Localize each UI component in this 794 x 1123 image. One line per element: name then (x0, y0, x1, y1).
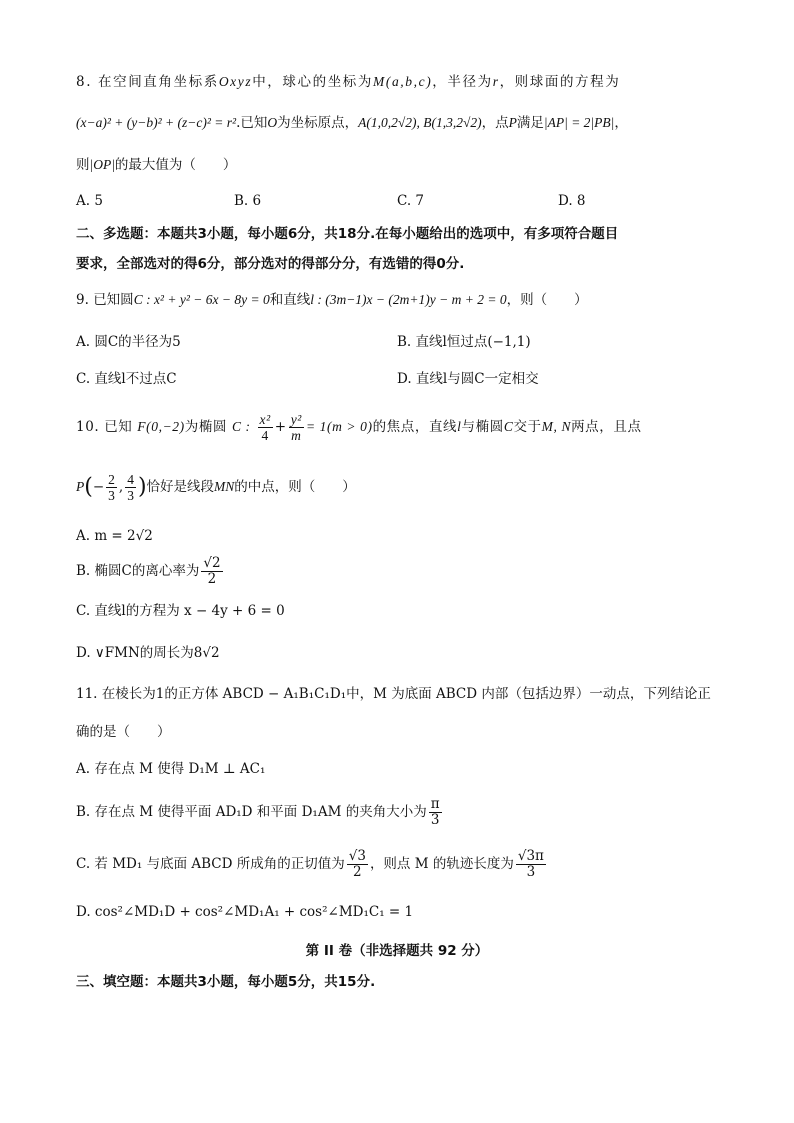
q9-stem (76, 290, 588, 310)
q11-option-c-den1: 2 (353, 864, 362, 880)
q8-text: ，点 (481, 115, 509, 131)
q11-option-d: D. cos²∠MD₁D + cos²∠MD₁A₁ + cos²∠MD₁C₁ = 1 (76, 904, 414, 920)
q11-option-b (76, 797, 444, 828)
q8-text: 在空间直角坐标系 (98, 74, 219, 90)
q10-option-b-text: B. 椭圆C的离心率为 (76, 563, 200, 579)
q8-text: 的最大值为（ ） (114, 157, 237, 173)
q10-frac-y-den: m (291, 428, 302, 443)
part2-heading: 第 II 卷（非选择题共 92 分） (305, 943, 489, 959)
q9-text: 已知圆 (93, 292, 134, 308)
q9-line-equation: l : (3m−1)x − (2m+1)y − m + 2 = 0 (310, 292, 507, 307)
q10-frac-py-den: 3 (127, 488, 134, 503)
section2-heading-line2: 要求，全部选对的得6分，部分选对的得部分分，有选错的得0分. (76, 256, 465, 272)
q11-stem-line1 (76, 684, 711, 704)
q10-option-a: A. m = 2√2 (76, 528, 153, 544)
q11-option-b-num: π (430, 796, 440, 812)
q8-option-c: C. 7 (397, 193, 425, 209)
q8-center: M(a,b,c) (373, 74, 433, 89)
q10-option-b (76, 556, 225, 587)
q10-frac-y (289, 412, 304, 443)
q11-option-c (76, 849, 548, 880)
q11-option-c-frac2 (516, 849, 546, 880)
q10-focus: F(0,−2) (137, 419, 185, 434)
q9-text: ，则（ ） (506, 292, 588, 308)
q8-line1 (76, 72, 620, 92)
q10-frac-px (106, 472, 117, 503)
q8-point-p: P (508, 115, 517, 130)
q10-frac-y-num: y² (290, 412, 302, 427)
q8-origin: O (267, 115, 278, 130)
q10-paren: ) (137, 474, 147, 500)
q10-points-mn: M, N (541, 419, 572, 434)
q10-option-b-frac (201, 556, 222, 587)
q10-ellipse-tail: = 1(m > 0) (305, 419, 373, 434)
q10-frac-py (125, 472, 136, 503)
q10-text: 的焦点，直线 (372, 419, 458, 435)
q11-option-c-num2: √3π (517, 848, 544, 864)
q10-ellipse-name: C : (231, 419, 251, 434)
q8-text: ，则球面的方程为 (499, 74, 621, 90)
q8-text: 满足 (516, 115, 544, 131)
q10-segment-mn: MN (214, 479, 235, 494)
q11-option-c-den2: 3 (526, 864, 536, 880)
q10-text: 为椭圆 (184, 419, 228, 435)
q8-points: A(1,0,2√2), B(1,3,2√2) (358, 115, 482, 130)
q11-option-b-frac (429, 797, 442, 828)
q11-option-c-frac1 (347, 849, 368, 880)
q10-frac-py-num: 4 (127, 472, 134, 487)
q10-point-p: P (76, 479, 85, 494)
q9-option-b: B. 直线l恒过点(−1,1) (397, 334, 531, 350)
q11-option-a: A. 存在点 M 使得 D₁M ⊥ AC₁ (76, 761, 266, 777)
q8-op: |OP| (89, 157, 115, 172)
q8-option-a: A. 5 (76, 193, 103, 209)
q8-radius: r (492, 74, 500, 89)
q8-text: ， (614, 115, 628, 131)
q10-stem-line2: P(− $\frac{2}{3}$ , $\frac{4}{3}$ )恰好是线段MN的中点，则（ ） (76, 472, 356, 503)
q10-line-l: l (457, 419, 462, 434)
q11-option-b-text: B. 存在点 M 使得平面 AD₁D 和平面 D₁AM 的夹角大小为 (76, 804, 427, 820)
section3-heading: 三、填空题：本题共3小题，每小题5分，共15分. (76, 974, 376, 990)
q11-option-b-den: 3 (430, 812, 440, 828)
q8-sphere-equation: (x−a)² + (y−b)² + (z−c)² = r² (76, 115, 237, 130)
q10-frac-x (258, 412, 273, 443)
q11-text: 在棱长为1的正方体 ABCD − A₁B₁C₁D₁中，M 为底面 ABCD 内部（包括边界）一动点，下列结论正 (101, 686, 711, 702)
q8-text: .已知 (236, 115, 268, 131)
q9-circle-equation: C : x² + y² − 6x − 8y = 0 (133, 292, 270, 307)
q10-ellipse-c: C (503, 419, 514, 434)
q8-line2 (76, 113, 628, 133)
q8-option-d: D. 8 (558, 193, 586, 209)
q11-number: 11. (76, 686, 98, 702)
q10-frac-x-num: x² (259, 412, 271, 427)
q10-text: 与椭圆 (461, 419, 504, 435)
q10-paren: ( (84, 474, 93, 500)
q10-text: 的中点，则（ ） (234, 479, 356, 495)
q9-option-a: A. 圆C的半径为5 (76, 334, 181, 350)
q11-option-c-text: C. 若 MD₁ 与底面 ABCD 所成角的正切值为 (76, 856, 345, 872)
q10-option-d: D. ∨FMN的周长为8√2 (76, 645, 220, 661)
q8-text: 则 (76, 157, 90, 173)
q11-option-c-text2: ，则点 M 的轨迹长度为 (369, 856, 514, 872)
q8-coord-system: Oxyz (218, 74, 253, 89)
q8-condition: |AP| = 2|PB| (543, 115, 615, 130)
q10-option-c: C. 直线l的方程为 x − 4y + 6 = 0 (76, 603, 285, 619)
q10-text: 两点，且点 (571, 419, 642, 435)
q10-frac-px-num: 2 (108, 472, 115, 487)
q11-option-c-num1: √3 (348, 848, 366, 864)
q9-option-d: D. 直线l与圆C一定相交 (397, 371, 539, 387)
q10-stem-line1: 10. 已知 F(0,−2)为椭圆 C : $\frac{\text{x²}}{4}$ + $\frac{\text{y²}}{m}$ = 1(m > 0)的焦点，直线l与椭圆C交于M, N两点，且点 (76, 412, 642, 443)
q11-stem-line2: 确的是（ ） (76, 724, 171, 740)
q8-number: 8. (76, 74, 93, 90)
q9-option-c: C. 直线l不过点C (76, 371, 177, 387)
q8-option-b: B. 6 (234, 193, 262, 209)
q9-text: 和直线 (269, 292, 311, 308)
q10-text: 交于 (513, 419, 542, 435)
q8-text: 为坐标原点， (277, 115, 359, 131)
q10-text: 恰好是线段 (146, 479, 215, 495)
q10-option-b-den: 2 (207, 571, 217, 587)
q10-frac-px-den: 3 (108, 488, 115, 503)
q8-text: 中，球心的坐标为 (252, 74, 374, 90)
q9-number: 9. (76, 292, 89, 308)
q8-text: ，半径为 (432, 74, 493, 90)
q10-frac-x-den: 4 (261, 428, 269, 443)
q10-number: 10. (76, 419, 100, 435)
q10-text: 已知 (104, 419, 133, 435)
q10-option-b-num: √2 (203, 555, 221, 571)
section2-heading-line1: 二、多选题：本题共3小题，每小题6分，共18分.在每小题给出的选项中，有多项符合题目 (76, 226, 619, 242)
q8-line3 (76, 155, 236, 175)
